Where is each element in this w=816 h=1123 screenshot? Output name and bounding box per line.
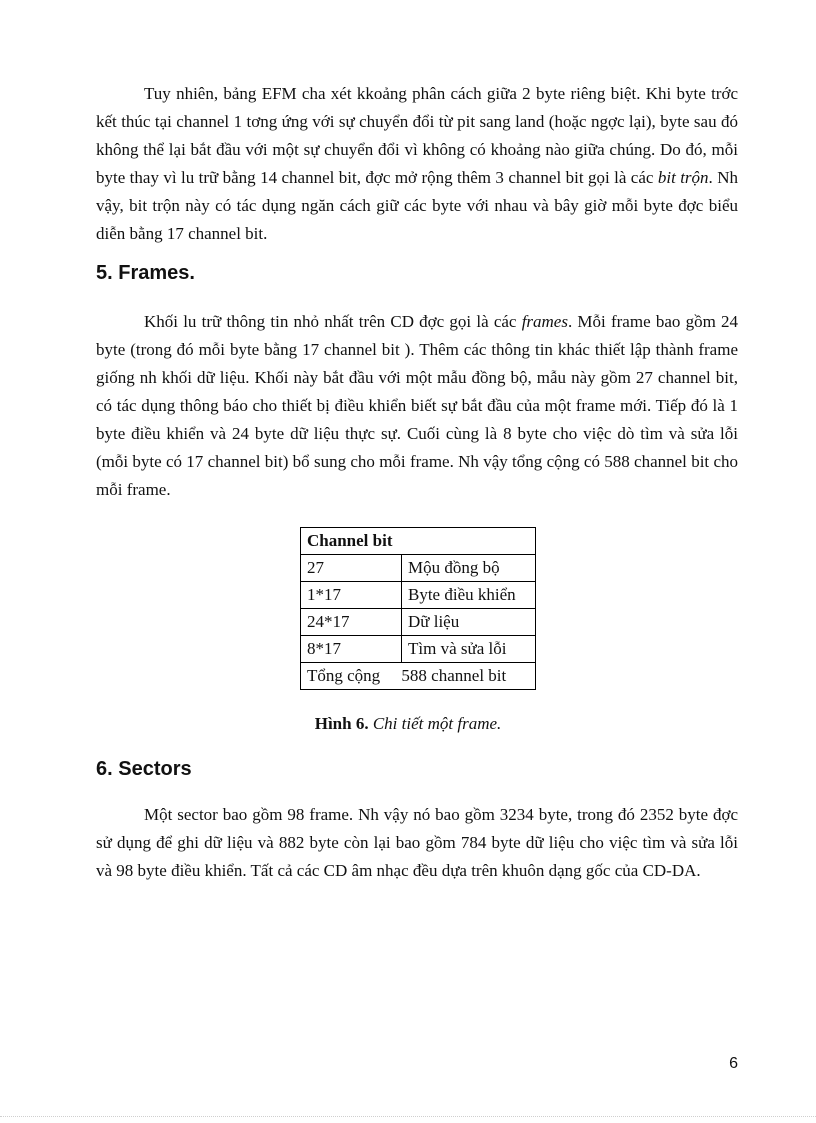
caption-label: Hình 6. bbox=[314, 714, 369, 733]
section-heading-frames: 5. Frames. bbox=[96, 262, 195, 284]
paragraph-frames bbox=[96, 308, 738, 504]
table-cell-desc: Byte điều khiển bbox=[402, 582, 536, 609]
caption-text: Chi tiết một frame. bbox=[368, 714, 502, 733]
paragraph-frames-text: Khối lu trữ thông tin nhỏ nhất trên CD đợc gọi là các bbox=[144, 312, 522, 331]
paragraph-frames-text-after: . Mỗi frame bao gồm 24 byte (trong đó mỗi byte bằng 17 channel bit ). Thêm các thông tin khác thiết lập thành frame giống nh khối dữ liệu. Khối này bắt đầu với một mẫu đồng bộ, mẫu này gồm 27 channel bit, có tác dụng thông báo cho thiết bị điều khiển biết sự bắt đầu của một frame mới. Tiếp đó là 1 byte điều khiển và 24 byte dữ liệu thực sự. Cuối cùng là 8 byte cho việc dò tìm và sửa lỗi (mỗi byte có 17 channel bit) bổ sung cho mỗi frame. Nh vậy tổng cộng có 588 channel bit cho mỗi frame. bbox=[96, 312, 739, 499]
table-cell-bits: 27 bbox=[301, 555, 402, 582]
table-header-cell: Channel bit bbox=[301, 528, 536, 555]
table-total-cell: Tổng cộng 588 channel bit bbox=[301, 663, 536, 690]
table-row bbox=[301, 636, 536, 663]
paragraph-efm-italic: bit trộn bbox=[657, 168, 709, 187]
paragraph-efm-text-after: . Nh vậy, bit trộn này có tác dụng ngăn cách giữ các byte với nhau và bây giờ mỗi byte đợc biểu diễn bằng 17 channel bit. bbox=[96, 168, 738, 243]
table-total-row bbox=[301, 663, 536, 690]
table-header-row bbox=[301, 528, 536, 555]
table-cell-bits: 8*17 bbox=[301, 636, 402, 663]
paragraph-efm-text: Tuy nhiên, bảng EFM cha xét kkoảng phân cách giữa 2 byte riêng biệt. Khi byte trớc kết thúc tại channel 1 tơng ứng với sự chuyển đổi từ pit sang land (hoặc ngợc lại), byte sau đó không thể lại bắt đầu với một sự chuyển đổi vì không có khoảng nào giữa chúng. Do đó, mỗi byte thay vì lu trữ bằng 14 channel bit, đợc mở rộng thêm 3 channel bit gọi là các bbox=[96, 84, 738, 187]
table-cell-desc: Mộu đồng bộ bbox=[402, 555, 536, 582]
frame-table bbox=[300, 527, 536, 690]
figure-caption bbox=[0, 714, 816, 734]
paragraph-efm bbox=[96, 80, 738, 248]
table-cell-desc: Tìm và sửa lỗi bbox=[402, 636, 536, 663]
paragraph-sectors-text: Một sector bao gồm 98 frame. Nh vậy nó bao gồm 3234 byte, trong đó 2352 byte đợc sử dụng để ghi dữ liệu và 882 byte còn lại bao gồm 784 byte dữ liệu cho việc tìm và sửa lỗi và 98 byte điều khiển. Tất cả các CD âm nhạc đều dựa trên khuôn dạng gốc của CD-DA. bbox=[96, 805, 738, 880]
paragraph-frames-italic: frames bbox=[521, 312, 568, 331]
section-heading-sectors: 6. Sectors bbox=[96, 758, 192, 780]
page-bottom-divider bbox=[0, 1116, 816, 1117]
table-cell-bits: 1*17 bbox=[301, 582, 402, 609]
table-row bbox=[301, 582, 536, 609]
table-cell-bits: 24*17 bbox=[301, 609, 402, 636]
page-number: 6 bbox=[729, 1055, 738, 1072]
table-row bbox=[301, 555, 536, 582]
paragraph-sectors bbox=[96, 801, 738, 885]
table-row bbox=[301, 609, 536, 636]
table-cell-desc: Dữ liệu bbox=[402, 609, 536, 636]
